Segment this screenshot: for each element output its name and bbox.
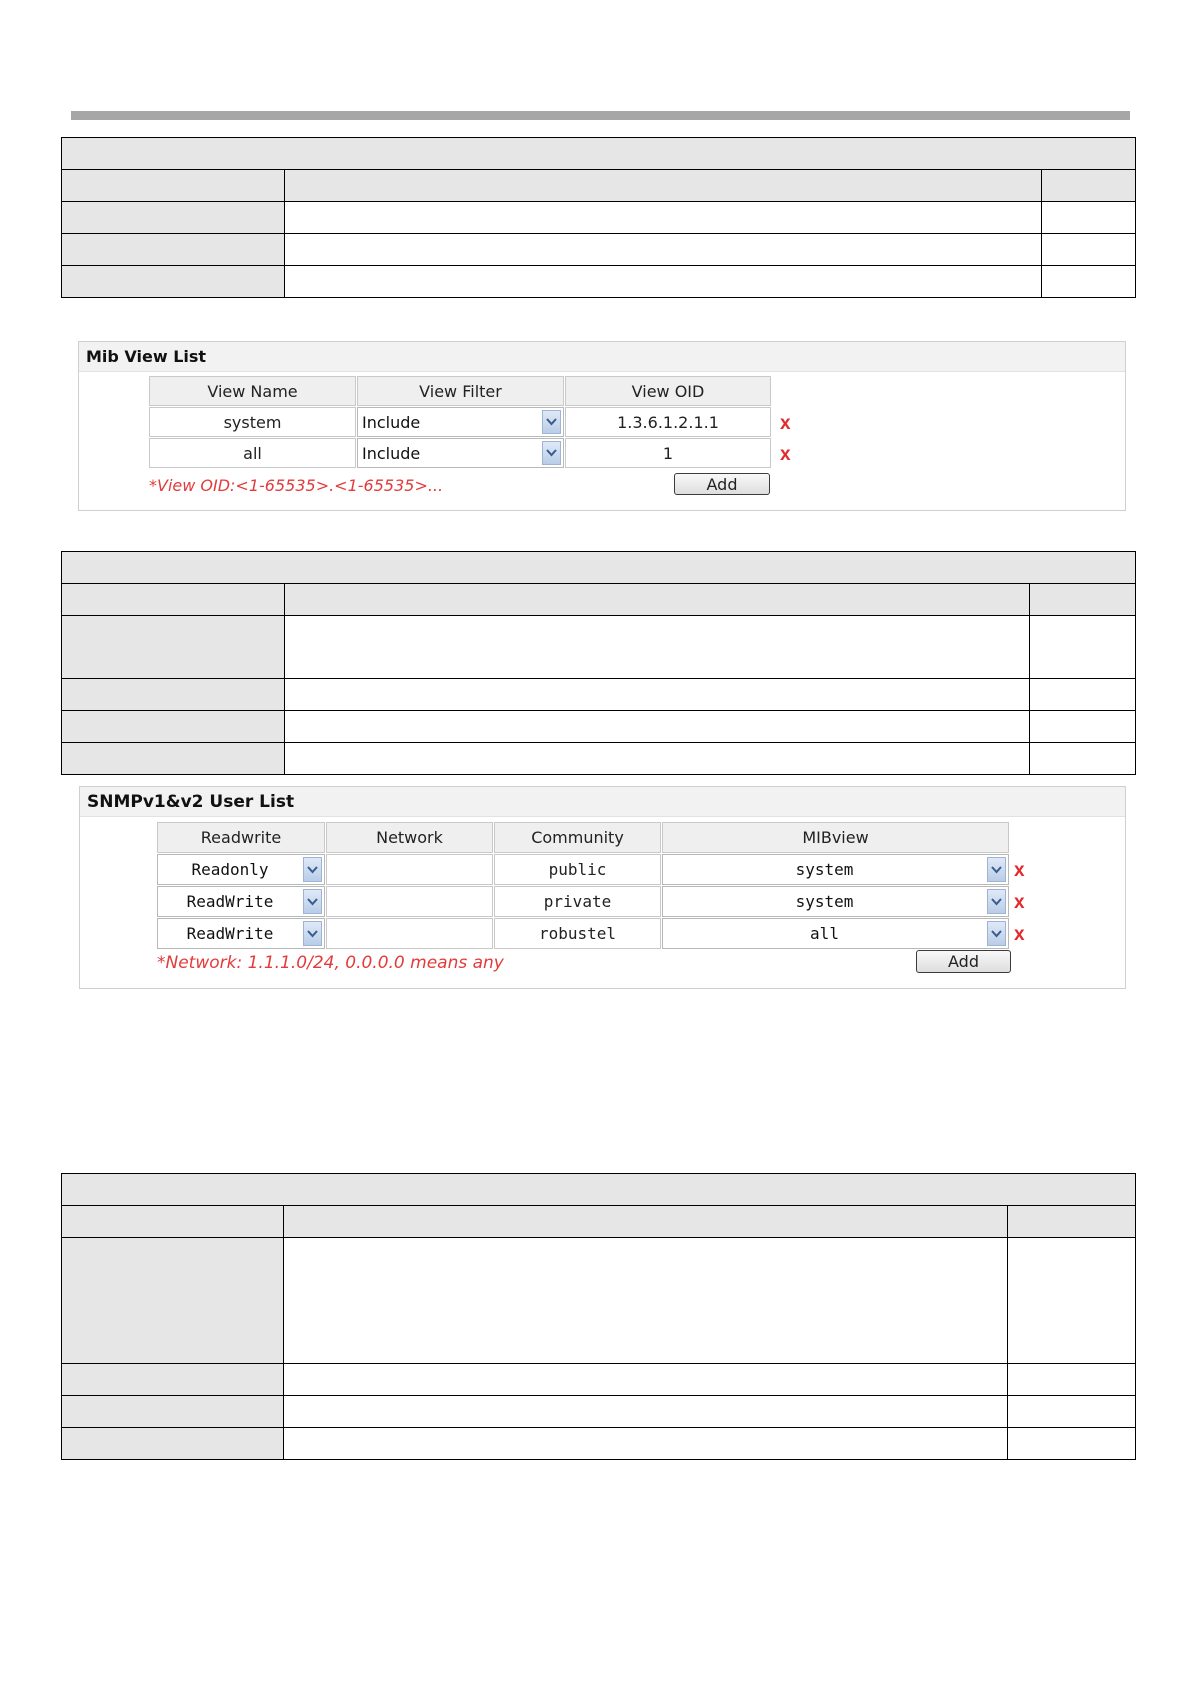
table-title-row (62, 138, 1136, 170)
view-name-input[interactable]: system (149, 407, 356, 437)
header-readwrite: Readwrite (157, 822, 325, 853)
mibview-select[interactable]: system (662, 854, 1009, 885)
close-icon[interactable]: x (1014, 860, 1025, 881)
chevron-down-icon[interactable] (303, 889, 322, 914)
view-oid-hint: *View OID:<1-65535>.<1-65535>... (149, 476, 444, 495)
close-icon[interactable]: x (780, 413, 791, 434)
parameter-table-2 (61, 551, 1136, 775)
mibview-select[interactable]: system (662, 886, 1009, 917)
close-icon[interactable]: x (780, 444, 791, 465)
parameter-table-1 (61, 137, 1136, 298)
snmp-user-list-panel (79, 786, 1126, 989)
header-community: Community (494, 822, 661, 853)
add-view-button[interactable]: Add (674, 473, 770, 495)
parameter-table-3 (61, 1173, 1136, 1460)
chevron-down-icon[interactable] (303, 857, 322, 882)
header-mibview: MIBview (662, 822, 1009, 853)
chevron-down-icon[interactable] (987, 921, 1006, 946)
page-header-rule (71, 111, 1130, 120)
header-view-oid: View OID (565, 376, 771, 406)
table-title-row (62, 552, 1136, 584)
add-user-button[interactable]: Add (916, 950, 1011, 973)
panel-title: SNMPv1&v2 User List (80, 787, 1125, 817)
mibview-select[interactable]: all (662, 918, 1009, 949)
chevron-down-icon[interactable] (542, 410, 561, 434)
view-name-input[interactable]: all (149, 438, 356, 468)
view-filter-select[interactable]: Include (357, 438, 564, 468)
close-icon[interactable]: x (1014, 924, 1025, 945)
community-input[interactable]: public (494, 854, 661, 885)
mib-view-list-panel (78, 341, 1126, 511)
network-input[interactable] (326, 918, 493, 949)
chevron-down-icon[interactable] (987, 857, 1006, 882)
chevron-down-icon[interactable] (303, 921, 322, 946)
header-view-filter: View Filter (357, 376, 564, 406)
view-oid-input[interactable]: 1 (565, 438, 771, 468)
table-title-row (62, 1174, 1136, 1206)
network-input[interactable] (326, 854, 493, 885)
readwrite-select[interactable]: ReadWrite (157, 918, 325, 949)
panel-title: Mib View List (79, 342, 1125, 372)
header-network: Network (326, 822, 493, 853)
view-filter-select[interactable]: Include (357, 407, 564, 437)
community-input[interactable]: robustel (494, 918, 661, 949)
header-view-name: View Name (149, 376, 356, 406)
chevron-down-icon[interactable] (542, 441, 561, 465)
view-oid-input[interactable]: 1.3.6.1.2.1.1 (565, 407, 771, 437)
network-input[interactable] (326, 886, 493, 917)
readwrite-select[interactable]: ReadWrite (157, 886, 325, 917)
readwrite-select[interactable]: Readonly (157, 854, 325, 885)
close-icon[interactable]: x (1014, 892, 1025, 913)
community-input[interactable]: private (494, 886, 661, 917)
chevron-down-icon[interactable] (987, 889, 1006, 914)
network-hint: *Network: 1.1.1.0/24, 0.0.0.0 means any (157, 953, 504, 973)
